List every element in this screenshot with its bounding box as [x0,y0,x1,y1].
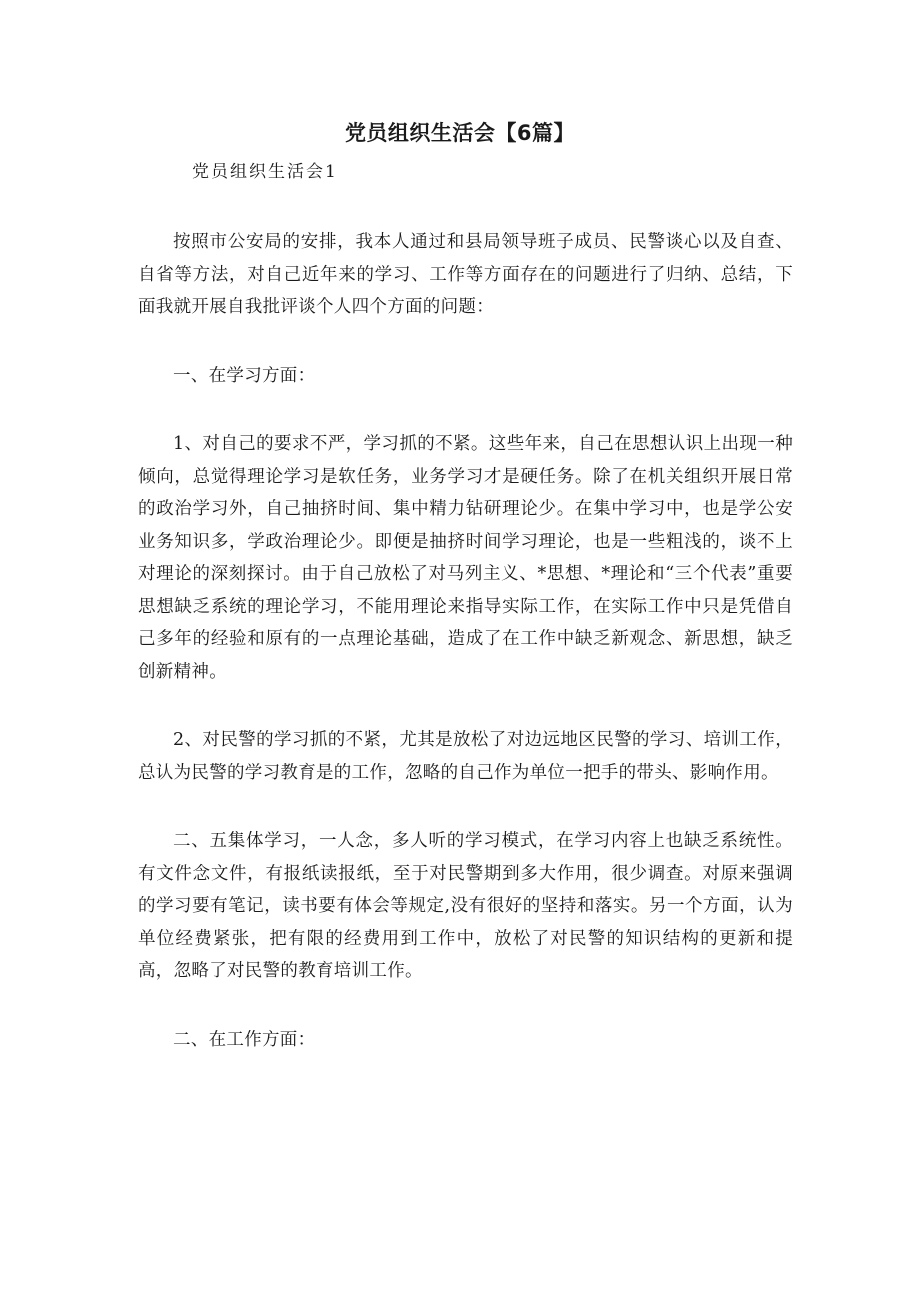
paragraph-study-1: 1、对自己的要求不严，学习抓的不紧。这些年来，自己在思想认识上出现一种倾向，总觉得理论学习是软任务，业务学习才是硬任务。除了在机关组织开展日常的政治学习外，自己抽挤时间、集中精力钻研理论少。在集中学习中，也是学公安业务知识多，学政治理论少。即便是抽挤时间学习理论，也是一些粗浅的，谈不上对理论的深刻探讨。由于自己放松了对马列主义、*思想、*理论和“三个代表”重要思想缺乏系统的理论学习，不能用理论来指导实际工作，在实际工作中只是凭借自己多年的经验和原有的一点理论基础，造成了在工作中缺乏新观念、新思想，缺乏创新精神。 [138,434,793,682]
section-heading-work: 二、在工作方面： [173,1029,316,1050]
document-body [138,226,793,1092]
paragraph-collective-study: 二、五集体学习，一人念，多人听的学习模式，在学习内容上也缺乏系统性。有文件念文件，有报纸读报纸，至于对民警期到多大作用，很少调查。对原来强调的学习要有笔记，读书要有体会等规定,没有很好的坚持和落实。另一个方面，认为单位经费紧张，把有限的经费用到工作中，放松了对民警的知识结构的更新和提高，忽略了对民警的教育培训工作。 [138,831,793,981]
section-heading-study: 一、在学习方面： [173,365,316,386]
document-subtitle: 党员组织生活会1 [192,162,338,182]
document-title: 党员组织生活会【6篇】 [344,121,576,145]
paragraph-intro: 按照市公安局的安排，我本人通过和县局领导班子成员、民警谈心以及自查、自省等方法，对自己近年来的学习、工作等方面存在的问题进行了归纳、总结，下面我就开展自我批评谈个人四个方面的问题： [138,232,793,317]
paragraph-study-2: 2、对民警的学习抓的不紧，尤其是放松了对边远地区民警的学习、培训工作，总认为民警的学习教育是的工作，忽略的自己作为单位一把手的带头、影响作用。 [138,730,793,783]
